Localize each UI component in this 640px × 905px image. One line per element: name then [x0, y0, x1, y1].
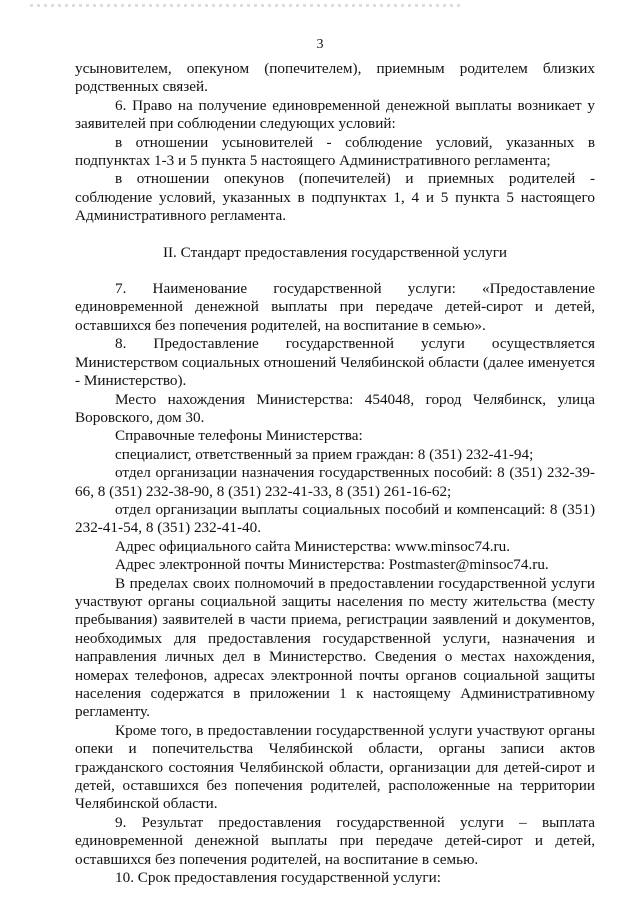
scan-artifact — [30, 4, 460, 7]
website-address: Адрес официального сайта Министерства: www.minsoc74.ru. — [115, 537, 510, 555]
paragraph-7: 7. Наименование государственной услуги: «Предоставление единовременной денежной выплаты при передаче детей-сирот и детей, оставшихся без попечения родителей, на воспитание в семью». — [75, 280, 595, 334]
section-heading: II. Стандарт предоставления государственной услуги — [162, 243, 508, 261]
paragraph-8: 8. Предоставление государственной услуги осуществляется Министерством социальных отношений Челябинской области (далее именуется - Министерство). — [75, 335, 595, 390]
phones-heading: Справочные телефоны Министерства: — [115, 427, 363, 445]
paragraph-9: 9. Результат предоставления государственной услуги – выплата единовременной денежной выплаты при передаче детей-сирот и детей, оставшихся без попечения родителей, на воспитание в семью. — [75, 813, 595, 868]
paragraph-social-protection: В пределах своих полномочий в предоставлении государственной услуги участвуют органы социальной защиты населения по месту жительства (месту пребывания) заявителей в части приема, регистрации заявлений и документов, необходимых для предоставления государственной услуги, назначения и направления личных дел в Министерство. Сведения о местах нахождения, номерах телефонов, адресах электронной почты органов социальной защиты населения содержатся в приложении 1 к настоящему Административному регламенту. — [75, 574, 595, 721]
email-address: Адрес электронной почты Министерства: Postmaster@minsoc74.ru. — [115, 556, 549, 574]
phone-benefits-department: отдел организации назначения государственных пособий: 8 (351) 232-39-66, 8 (351) 232-38-90, 8 (351) 232-41-33, 8 (351) 261-16-62; — [75, 464, 595, 500]
paragraph-10: 10. Срок предоставления государственной услуги: — [115, 869, 441, 887]
document-body — [75, 60, 595, 887]
paragraph-guardianship: Кроме того, в предоставлении государственной услуги участвуют органы опеки и попечительства Челябинской области, органы записи актов гражданского состояния Челябинской области, организации для детей-сирот и детей, оставшихся без попечения родителей, расположенные на территории Челябинской области. — [75, 721, 595, 813]
paragraph-continuation: усыновителем, опекуном (попечителем), приемным родителем близких родственных связей. — [75, 60, 595, 96]
phone-reception: специалист, ответственный за прием граждан: 8 (351) 232-41-94; — [115, 445, 534, 463]
page-number: 3 — [316, 37, 324, 52]
paragraph-6-adopters: в отношении усыновителей - соблюдение условий, указанных в подпунктах 1-3 и 5 пункта 5 настоящего Административного регламента; — [75, 133, 595, 170]
paragraph-6: 6. Право на получение единовременной денежной выплаты возникает у заявителей при соблюдении следующих условий: — [75, 96, 595, 133]
paragraph-6-guardians: в отношении опекунов (попечителей) и приемных родителей - соблюдение условий, указанных в подпунктах 1, 4 и 5 пункта 5 настоящего Административного регламента. — [75, 170, 595, 225]
ministry-location: Место нахождения Министерства: 454048, город Челябинск, улица Воровского, дом 30. — [75, 390, 595, 426]
phone-payments-department: отдел организации выплаты социальных пособий и компенсаций: 8 (351) 232-41-54, 8 (351) 232-41-40. — [75, 500, 595, 537]
